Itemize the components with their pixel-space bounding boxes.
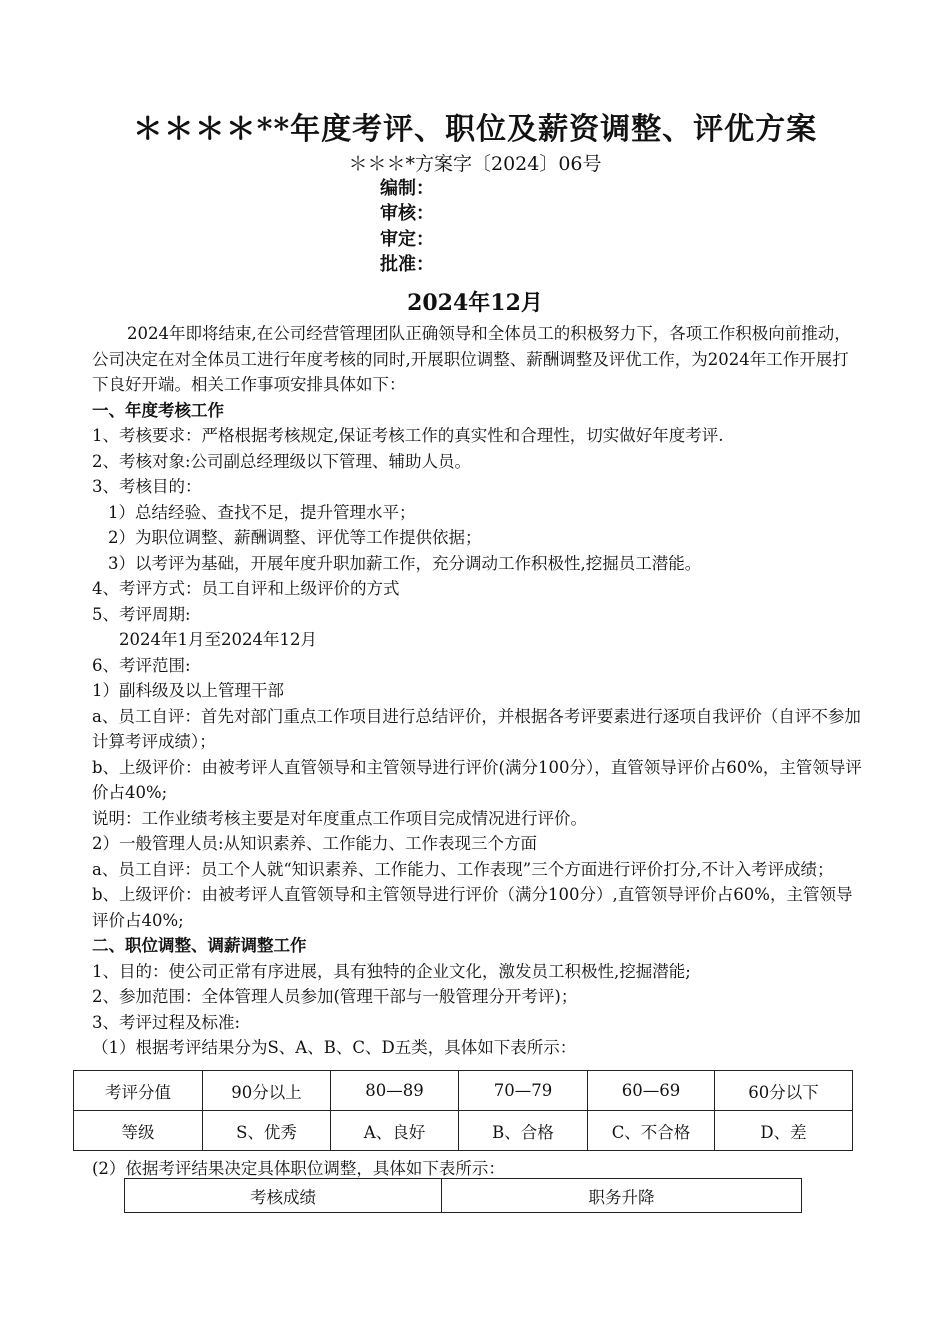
section-1-heading: 一、年度考核工作 xyxy=(92,400,224,420)
section-2-heading: 二、职位调整、调薪调整工作 xyxy=(92,936,307,955)
signoff-approved: 批准： xyxy=(380,254,434,275)
paragraph: a、员工自评：员工个人就“知识素养、工作能力、工作表现”三个方面进行评价打分,不计入考评成绩； xyxy=(92,859,834,879)
table-header-cell: 考核成绩 xyxy=(125,1179,442,1213)
paragraph: 4、考评方式：员工自评和上级评价的方式 xyxy=(92,579,400,598)
list-item: 1）总结经验、查找不足，提升管理水平； xyxy=(108,502,416,522)
paragraph: 2024年1月至2024年12月 xyxy=(119,630,317,649)
paragraph: 6、考评范围: xyxy=(92,655,191,675)
table-row xyxy=(74,1111,853,1151)
table-cell: 80—89 xyxy=(331,1071,459,1111)
paragraph: 1、考核要求：严格根据考核规定,保证考核工作的真实性和合理性，切实做好年度考评. xyxy=(92,426,724,445)
table-cell: C、不合格 xyxy=(588,1111,715,1151)
table-cell: A、良好 xyxy=(331,1111,459,1151)
paragraph: a、员工自评：首先对部门重点工作项目进行总结评价，并根据各考评要素进行逐项自我评价（自评不参加计算考评成绩）； xyxy=(92,706,861,751)
position-table-caption: (2）依据考评结果决定具体职位调整，具体如下表所示： xyxy=(92,1159,505,1178)
list-item: 2）为职位调整、薪酬调整、评优等工作提供依据； xyxy=(108,528,482,547)
signoff-reviewed: 审核： xyxy=(380,203,434,224)
document-number: ＊＊＊*方案字〔2024〕06号 xyxy=(348,153,602,175)
table-header-cell: 职务升降 xyxy=(442,1179,802,1213)
position-table xyxy=(124,1178,802,1213)
paragraph: 5、考评周期: xyxy=(92,604,191,624)
table-cell: 70—79 xyxy=(459,1071,588,1111)
paragraph: b、上级评价：由被考评人直管领导和主管领导进行评价(满分100分），直管领导评价占60%，主管领导评价占40%; xyxy=(92,757,862,802)
signoff-approved-draft: 审定： xyxy=(380,229,434,250)
document-title: ＊＊＊＊**年度考评、职位及薪资调整、评优方案 xyxy=(132,112,818,147)
paragraph: 1、目的：使公司正常有序进展，具有独特的企业文化，激发员工积极性,挖掘潜能; xyxy=(92,961,691,981)
table-cell: 60分以下 xyxy=(715,1071,853,1111)
paragraph: 2）一般管理人员:从知识素养、工作能力、工作表现三个方面 xyxy=(92,834,538,853)
table-cell: 等级 xyxy=(74,1111,203,1151)
grade-table xyxy=(73,1070,853,1151)
signoff-compiled: 编制： xyxy=(380,178,434,199)
table-cell: 考评分值 xyxy=(74,1071,203,1111)
document-date: 2024年12月 xyxy=(407,290,543,316)
list-item: 3）以考评为基础，开展年度升职加薪工作，充分调动工作积极性,挖掘员工潜能。 xyxy=(108,553,702,573)
paragraph: 说明：工作业绩考核主要是对年度重点工作项目完成情况进行评价。 xyxy=(92,808,587,828)
table-row xyxy=(74,1071,853,1111)
intro-paragraph: 2024年即将结束,在公司经营管理团队正确领导和全体员工的积极努力下，各项工作积极向前推动，公司决定在对全体员工进行年度考核的同时,开展职位调整、薪酬调整及评优工作，为2024年工作开展打下良好开端。相关工作事项安排具体如下： xyxy=(92,324,851,394)
table-cell: D、差 xyxy=(715,1111,853,1151)
paragraph: 2、参加范围：全体管理人员参加(管理干部与一般管理分开考评)； xyxy=(92,987,578,1006)
paragraph: 1）副科级及以上管理干部 xyxy=(92,681,284,700)
document-body xyxy=(92,321,862,1061)
table-cell: B、合格 xyxy=(459,1111,588,1151)
paragraph: 3、考评过程及标准: xyxy=(92,1012,241,1032)
paragraph: （1）根据考评结果分为S、A、B、C、D五类，具体如下表所示： xyxy=(92,1038,577,1057)
table-cell: 60—69 xyxy=(588,1071,715,1111)
table-cell: S、优秀 xyxy=(203,1111,331,1151)
paragraph: 3、考核目的： xyxy=(92,477,202,496)
table-row xyxy=(125,1179,802,1213)
table-cell: 90分以上 xyxy=(203,1071,331,1111)
paragraph: b、上级评价：由被考评人直管领导和主管领导进行评价（满分100分）,直管领导评价占60%，主管领导评价占40%; xyxy=(92,885,853,930)
paragraph: 2、考核对象:公司副总经理级以下管理、辅助人员。 xyxy=(92,451,472,471)
